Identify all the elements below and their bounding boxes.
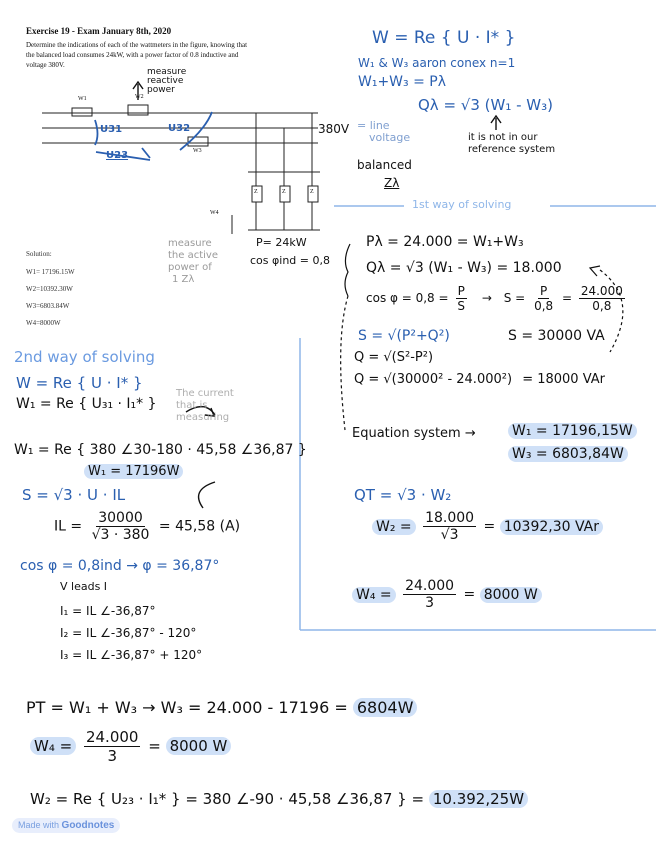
- bottom-w2-eq: [30, 790, 528, 808]
- load-z3: Z: [310, 189, 314, 195]
- w4-result-highlight: 8000 W: [480, 587, 542, 603]
- current-i3: I₃ = IL ∠-36,87° + 120°: [60, 648, 203, 662]
- current-measuring-note: [176, 388, 234, 424]
- measure-reactive-note: [147, 68, 186, 95]
- w1-result-highlight: W₁ = 17196,15W: [508, 423, 637, 439]
- line-voltage-note: [357, 120, 410, 144]
- second-way-w1-result: [84, 464, 183, 479]
- solution-w4: W4=8000W: [26, 319, 61, 327]
- power-value: P= 24kW: [256, 236, 307, 249]
- q-result: = 18000 VAr: [522, 372, 605, 387]
- power-sum-eq: W₁+W₃ = Pλ: [358, 74, 446, 90]
- first-way-w3-result: [508, 446, 628, 462]
- statement-line: Determine the indications of each of the wattmeters in the figure, knowing that: [26, 41, 248, 49]
- s-den: 0,8: [534, 299, 554, 313]
- solution-w2: W2=10392.30W: [26, 285, 73, 293]
- s-den2: 0,8: [592, 299, 612, 313]
- w4-left: W₄ =: [30, 737, 76, 755]
- w2-fraction: [423, 510, 476, 543]
- note-line: power of: [168, 262, 212, 273]
- balanced-label: balanced: [357, 158, 412, 172]
- problem-statement: [26, 40, 247, 70]
- s-num2: 24.000: [580, 284, 623, 298]
- solution-w1: W1= 17196.15W: [26, 268, 75, 276]
- note-line: the active: [168, 250, 218, 261]
- s-fraction-value: [579, 284, 625, 313]
- measure-active-note: [168, 238, 218, 286]
- wattmeter-w4-label: W4: [210, 210, 219, 216]
- first-way-heading: 1st way of solving: [412, 198, 512, 211]
- logo-name: Goodnotes: [61, 820, 115, 831]
- line-voltage-value: 380V: [318, 122, 350, 136]
- cos-left: cos φ = 0,8 =: [366, 291, 449, 305]
- w4-num: 24.000: [85, 728, 139, 746]
- first-way-q-calc: [354, 372, 605, 387]
- first-way-cos-eq: cos φ = 0,8 = $\frac{P}{S}$ → S = $\frac{P}{0,8}$ = $\frac{24.000}{0,8}$: [366, 284, 623, 313]
- power-factor-value: cos φind = 0,8: [250, 254, 330, 267]
- first-way-q-formula: Q = √(S²-P²): [354, 350, 434, 365]
- note-line: = line: [357, 119, 390, 132]
- load-z1: Z: [254, 189, 258, 195]
- second-way-s-eq: S = √3 · U · IL: [22, 486, 126, 504]
- s-fraction: [532, 284, 555, 313]
- cos-fraction: [455, 284, 467, 313]
- current-i1: I₁ = IL ∠-36,87°: [60, 604, 156, 618]
- w4-den: 3: [107, 747, 117, 765]
- note-line: 1 Zλ: [172, 274, 195, 285]
- w4-result-highlight: 8000 W: [166, 737, 232, 755]
- second-way-w1-def: W₁ = Re { U₃₁ · I₁* }: [16, 396, 157, 412]
- bottom-w4-eq: W₄ = $\frac{24.000}{3}$ = 8000 W: [30, 728, 231, 765]
- cos-den: S: [457, 299, 466, 313]
- w4-den: 3: [425, 595, 435, 611]
- w4-fraction: [84, 728, 141, 765]
- pt-eq: PT = W₁ + W₃ →: [26, 698, 156, 717]
- statement-line: the balanced load consumes 24kW, with a power factor of 0.8 inductive and: [26, 51, 239, 59]
- s-num: P: [539, 284, 548, 298]
- first-way-q-eq: Qλ = √3 (W₁ - W₃) = 18.000: [366, 260, 562, 276]
- reference-system-note: [468, 132, 555, 156]
- first-way-w1-result: [508, 423, 637, 439]
- first-way-s-formula: S = √(P²+Q²): [358, 328, 450, 344]
- cos-num: P: [457, 284, 465, 298]
- goodnotes-badge: [12, 818, 120, 833]
- aron-connection-note: W₁ & W₃ aaron conex n=1: [358, 56, 516, 70]
- second-way-il-eq: [54, 510, 240, 543]
- w4-fraction: [403, 578, 456, 611]
- il-den: √3 · 380: [91, 527, 150, 543]
- first-way-p-eq: Pλ = 24.000 = W₁+W₃: [366, 234, 524, 250]
- note-line: reference system: [468, 144, 556, 155]
- w2-result-highlight: 10.392,25W: [429, 790, 528, 808]
- arrow-glyph: →: [481, 291, 492, 305]
- q-calc: Q = √(30000² - 24.000²): [354, 372, 513, 387]
- w3-result-highlight: W₃ = 6803,84W: [508, 446, 628, 462]
- second-way-heading: 2nd way of solving: [14, 348, 155, 366]
- note-line: reactive: [147, 76, 184, 86]
- bottom-pt-eq: [26, 698, 417, 717]
- w2-left: W₂ =: [372, 519, 416, 535]
- note-line: The current: [176, 388, 234, 399]
- load-z2: Z: [282, 189, 286, 195]
- w2-den: √3: [440, 527, 459, 543]
- statement-line: voltage 380V.: [26, 61, 65, 69]
- w3-result-highlight: 6804W: [353, 698, 418, 717]
- il-left: IL =: [54, 518, 83, 535]
- exercise-title: Exercise 19 - Exam January 8th, 2020: [26, 26, 172, 36]
- wattmeter-w2-label: W2: [135, 94, 144, 100]
- il-result: = 45,58 (A): [158, 518, 241, 535]
- note-line: that is: [176, 400, 208, 411]
- reactive-power-eq: Qλ = √3 (W₁ - W₃): [418, 96, 553, 114]
- note-line: measure: [147, 67, 187, 77]
- note-line: it is not in our: [468, 132, 538, 143]
- first-way-qt-eq: QT = √3 · W₂: [354, 486, 452, 504]
- w4-num: 24.000: [405, 578, 455, 594]
- logo-prefix: Made with: [18, 820, 60, 830]
- w2-result-highlight: 10392,30 VAr: [500, 519, 603, 535]
- solution-w3: W3=6803.84W: [26, 302, 70, 310]
- wattmeter-w3-label: W3: [193, 148, 202, 154]
- w3-eq: W₃ = 24.000 - 17196 =: [160, 698, 348, 717]
- first-way-w2-eq: W₂ = $\frac{18.000}{√3}$ = 10392,30 VAr: [372, 510, 603, 543]
- note-line: measuring: [176, 412, 230, 423]
- wattmeter-definition: W = Re { U · I* }: [372, 28, 516, 48]
- v-leads-note: V leads I: [60, 580, 108, 593]
- current-i2: I₂ = IL ∠-36,87° - 120°: [60, 626, 197, 640]
- w1-result-highlight: W₁ = 17196W: [84, 464, 183, 479]
- note-line: power: [147, 85, 175, 95]
- s-left: S =: [503, 291, 526, 305]
- il-fraction: [90, 510, 152, 543]
- u23-label: U23: [106, 150, 129, 161]
- note-line: measure: [168, 238, 212, 249]
- w4-left: W₄ =: [352, 587, 396, 603]
- first-way-s-result: S = 30000 VA: [508, 328, 605, 344]
- equation-system-label: Equation system →: [352, 426, 476, 441]
- wattmeter-w1-label: W1: [78, 96, 87, 102]
- u31-label: U31: [100, 124, 123, 135]
- zl-label: Zλ: [384, 176, 400, 190]
- solution-label: Solution:: [26, 250, 52, 258]
- second-way-cos-eq: cos φ = 0,8ind → φ = 36,87°: [20, 558, 220, 574]
- il-num: 30000: [98, 510, 143, 526]
- w2-num: 18.000: [425, 510, 475, 526]
- w2-eq: W₂ = Re { U₂₃ · I₁* } = 380 ∠-90 · 45,58 ∠36,87 } =: [30, 790, 425, 808]
- note-line: voltage: [369, 131, 411, 144]
- u32-label: U32: [168, 123, 191, 134]
- second-way-w1-calc: W₁ = Re { 380 ∠30-180 · 45,58 ∠36,87 }: [14, 442, 307, 458]
- first-way-w4-eq: W₄ = $\frac{24.000}{3}$ = 8000 W: [352, 578, 542, 611]
- second-way-w-def: W = Re { U · I* }: [16, 374, 143, 392]
